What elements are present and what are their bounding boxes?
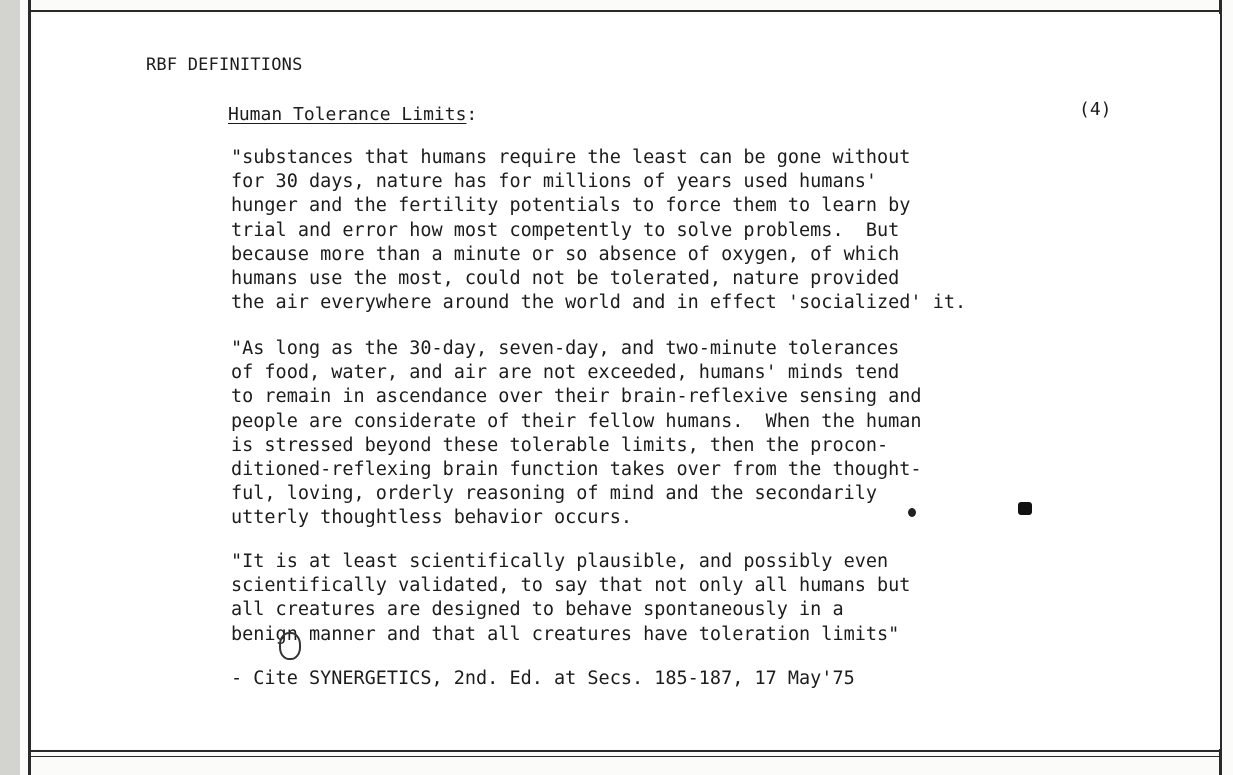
quote-paragraph-2: "As long as the 30-day, seven-day, and two-minute tolerances of food, water, and air are not exceeded, humans' minds tend to remain in ascendance over their brain-reflexive sensing and people are considerate of their fellow humans. When the human is stressed beyond these tolerable limits, then the procon- ditioned-reflexing brain function takes over from the thought- ful, loving, orderly reasoning of mind and the secondarily utterly thoughtless behavior occurs. (231, 338, 922, 529)
ink-correction-dot (908, 508, 916, 517)
definition-title-colon: : (466, 104, 478, 125)
ink-correction-mark (1018, 502, 1032, 515)
card-top-border (30, 10, 1222, 12)
card-bottom-border (30, 750, 1222, 752)
page-number: (4) (1079, 99, 1112, 120)
card-bottom-border-inner (30, 756, 1222, 757)
document-header: RBF DEFINITIONS (146, 55, 303, 75)
quote-paragraph-1: "substances that humans require the least can be gone without for 30 days, nature has for millions of years used humans' hunger and the fertility potentials to force them to learn by trial and error how most competently to solve problems. But because more than a minute or so absence of oxygen, of which humans use the most, could not be tolerated, nature provided the air everywhere around the world and in effect 'socialized' it. (231, 147, 967, 314)
citation-line: - Cite SYNERGETICS, 2nd. Ed. at Secs. 185-187, 17 May'75 (231, 668, 855, 689)
definition-title (228, 104, 477, 125)
left-edge-shadow (0, 0, 20, 775)
definition-title-text: Human Tolerance Limits (228, 104, 467, 125)
card-left-border (28, 0, 31, 775)
quote-paragraph-3: "It is at least scientifically plausible, and possibly even scientifically validated, to say that not only all humans but all creatures are designed to behave spontaneously in a benign manner and that all creatures have toleration limits" (231, 551, 911, 645)
handwritten-correction-mark (279, 632, 301, 660)
